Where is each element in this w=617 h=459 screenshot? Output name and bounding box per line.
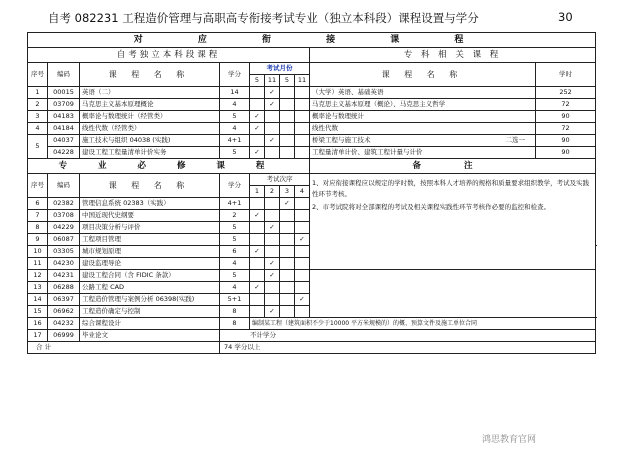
row-seq: 8 — [28, 222, 48, 234]
note-item: 2、市考试院将对全部课程的考试及相关课程实践性环节考核作必要的监控和检查。 — [312, 203, 551, 211]
row-hours: 90 — [536, 111, 596, 123]
choose-one-label: 二选一 — [505, 136, 525, 144]
header-main: 对 应 衔 接 课 程 — [28, 33, 596, 48]
col-rname-header: 课 程 名 称 — [310, 63, 536, 87]
col-name-header: 课 程 名 称 — [80, 63, 220, 87]
month-check — [295, 147, 310, 159]
order-check: ✓ — [265, 222, 280, 234]
row-credit: 4+1 — [220, 198, 250, 210]
month-label: 11 — [295, 75, 310, 87]
row-related-name: 概率论与数理统计 — [310, 111, 536, 123]
watermark: 鸿思教育官网 — [482, 435, 537, 445]
row-credit: 2 — [220, 210, 250, 222]
order-label: 4 — [295, 186, 310, 198]
order-check — [250, 198, 265, 210]
row-code: 06962 — [48, 306, 80, 318]
title-text: 自考 082231 工程造价管理与高职高专衔接考试专业（独立本科段）课程设置与学分 — [48, 11, 479, 25]
order-check: ✓ — [250, 210, 265, 222]
row-course-name: 马克思主义基本原理概论 — [80, 99, 220, 111]
order-check — [280, 234, 295, 246]
row-course-name: 工程造价确定与控制 — [80, 306, 220, 318]
order-check — [295, 258, 310, 270]
order-check — [250, 306, 265, 318]
order-check — [265, 198, 280, 210]
row-code: 04229 — [48, 222, 80, 234]
row-code: 02382 — [48, 198, 80, 210]
month-check — [280, 123, 295, 135]
row-code: 04037 — [48, 135, 80, 147]
row-credit: 5 — [220, 111, 250, 123]
row-code: 04183 — [48, 111, 80, 123]
row-credit: 5 — [220, 147, 250, 159]
row-course-name: 工程造价管理与案例分析 06398(实践) — [80, 294, 220, 306]
month-check — [295, 87, 310, 99]
month-check: ✓ — [250, 111, 265, 123]
col-seq-header: 序号 — [28, 63, 48, 87]
row-hours: 252 — [536, 87, 596, 99]
order-check — [295, 222, 310, 234]
row-credit: 4 — [220, 123, 250, 135]
row-credit: 4+1 — [220, 135, 250, 147]
order-label: 2 — [265, 186, 280, 198]
row-seq: 4 — [28, 123, 48, 135]
order-label: 1 — [250, 186, 265, 198]
order-check — [265, 246, 280, 258]
row-credit: 8 — [220, 306, 250, 318]
month-check — [250, 99, 265, 111]
month-check — [295, 123, 310, 135]
row-seq: 7 — [28, 210, 48, 222]
month-check: ✓ — [265, 87, 280, 99]
month-check: ✓ — [265, 135, 280, 147]
row-credit: 5 — [220, 222, 250, 234]
row-course-name: 综合课程设计 — [80, 318, 220, 330]
month-check: ✓ — [250, 147, 265, 159]
row-course-name: 建设工程工程量清单计价实务 — [80, 147, 220, 159]
total-label: 合 计 — [28, 342, 220, 354]
order-check — [295, 210, 310, 222]
row-course-name: 中国近现代史纲要 — [80, 210, 220, 222]
month-check — [295, 135, 310, 147]
order-label: 3 — [280, 186, 295, 198]
row-course-name: 城市规划原理 — [80, 246, 220, 258]
order-check: ✓ — [280, 198, 295, 210]
order-check: ✓ — [250, 246, 265, 258]
header-remark: 备 注 — [310, 159, 596, 174]
order-check — [295, 198, 310, 210]
order-check — [295, 282, 310, 294]
order-check — [295, 306, 310, 318]
order-check — [280, 294, 295, 306]
col-order-header: 考试次序 — [250, 174, 310, 186]
month-check — [250, 87, 265, 99]
month-label: 11 — [265, 75, 280, 87]
row-seq: 5 — [28, 135, 48, 159]
row16-remark: 编制某工程（建筑面积不少于10000 平方米规模的）的概、预算文件及施工单位合同 — [250, 318, 596, 330]
header-right: 专 科 相 关 课 程 — [310, 48, 596, 63]
col-month-header: 考试月份 — [250, 63, 310, 75]
row-seq: 3 — [28, 111, 48, 123]
row-seq: 17 — [28, 330, 48, 342]
row-course-name: 概率论与数理统计（经管类） — [80, 111, 220, 123]
order-check — [265, 210, 280, 222]
row-hours: 72 — [536, 99, 596, 111]
row-code: 06087 — [48, 234, 80, 246]
month-check — [295, 99, 310, 111]
order-check — [280, 306, 295, 318]
month-check — [280, 147, 295, 159]
row-seq: 11 — [28, 258, 48, 270]
order-check — [265, 294, 280, 306]
row-course-name: 项目决策分析与评价 — [80, 222, 220, 234]
row-hours: 90 — [536, 147, 596, 159]
order-check — [250, 270, 265, 282]
row-code: 04232 — [48, 318, 80, 330]
col-seq-header-2: 序号 — [28, 174, 48, 198]
col-credit-header-2: 学分 — [220, 174, 250, 198]
row-credit: 4 — [220, 282, 250, 294]
month-check — [295, 111, 310, 123]
notes-cell — [310, 174, 596, 270]
row-seq: 9 — [28, 234, 48, 246]
row-course-name: 工程项目管理 — [80, 234, 220, 246]
month-check — [265, 111, 280, 123]
row-credit: 5 — [220, 270, 250, 282]
month-label: 5 — [250, 75, 265, 87]
col-code-header: 编码 — [48, 63, 80, 87]
order-check — [265, 234, 280, 246]
order-check — [265, 282, 280, 294]
row-seq: 16 — [28, 318, 48, 330]
order-check — [280, 246, 295, 258]
order-check — [280, 258, 295, 270]
order-check — [280, 270, 295, 282]
row-related-name: 桥梁工程与施工技术 二选一 — [310, 135, 536, 147]
row-related-name: 马克思主义基本原理（概论）、马克思主义哲学 — [310, 99, 536, 111]
row-hours: 72 — [536, 123, 596, 135]
row-course-name: 施工技术与组织 04038 (实践) — [80, 135, 220, 147]
order-check: ✓ — [265, 258, 280, 270]
row-course-name: 建设监理导论 — [80, 258, 220, 270]
col-code-header-2: 编码 — [48, 174, 80, 198]
row-code: 04230 — [48, 258, 80, 270]
row-course-name: 英语（二） — [80, 87, 220, 99]
row-code: 03708 — [48, 210, 80, 222]
row-code: 06288 — [48, 282, 80, 294]
order-check: ✓ — [295, 234, 310, 246]
row-credit: 5+1 — [220, 294, 250, 306]
row-seq: 15 — [28, 306, 48, 318]
row-seq: 2 — [28, 99, 48, 111]
row-credit: 8 — [220, 318, 250, 330]
row-seq: 14 — [28, 294, 48, 306]
col-credit-header: 学分 — [220, 63, 250, 87]
row-code: 03709 — [48, 99, 80, 111]
order-check — [280, 282, 295, 294]
col-hours-header: 学时 — [536, 63, 596, 87]
row-credit: 14 — [220, 87, 250, 99]
course-table-wrapper — [27, 32, 595, 446]
order-check — [250, 294, 265, 306]
col-name-header-2: 课 程 名 称 — [80, 174, 220, 198]
order-check — [250, 234, 265, 246]
month-label: 5 — [280, 75, 295, 87]
order-check: ✓ — [250, 282, 265, 294]
page-title — [48, 10, 608, 26]
row-course-name: 公路工程 CAD — [80, 282, 220, 294]
row-seq: 12 — [28, 270, 48, 282]
row-seq: 10 — [28, 246, 48, 258]
month-check — [265, 123, 280, 135]
row-code: 04228 — [48, 147, 80, 159]
row-course-name: 线性代数（经管类） — [80, 123, 220, 135]
row-hours: 90 — [536, 135, 596, 147]
row-code: 03305 — [48, 246, 80, 258]
row-credit: 4 — [220, 99, 250, 111]
row-seq: 1 — [28, 87, 48, 99]
order-check — [250, 222, 265, 234]
row-seq: 13 — [28, 282, 48, 294]
row-code: 06397 — [48, 294, 80, 306]
row-related-name: 线性代数 — [310, 123, 536, 135]
order-check — [295, 270, 310, 282]
month-check — [280, 135, 295, 147]
order-check: ✓ — [265, 306, 280, 318]
row-related-name: （大学）英语、基础英语 — [310, 87, 536, 99]
row-code: 04184 — [48, 123, 80, 135]
month-check: ✓ — [265, 99, 280, 111]
row-seq: 6 — [28, 198, 48, 210]
row-code: 04231 — [48, 270, 80, 282]
row-course-name: 毕业论文 — [80, 330, 220, 342]
month-check — [280, 111, 295, 123]
row17-credit: 不计学分 — [220, 330, 596, 342]
month-check: ✓ — [250, 123, 265, 135]
page-number: 30 — [558, 10, 573, 24]
row-course-name: 管理信息系统 02383（实践） — [80, 198, 220, 210]
total-value: 74 学分以上 — [220, 342, 596, 354]
order-check — [280, 210, 295, 222]
row-credit: 4 — [220, 258, 250, 270]
row-code: 00015 — [48, 87, 80, 99]
month-check — [250, 135, 265, 147]
row-code: 06999 — [48, 330, 80, 342]
order-check — [280, 222, 295, 234]
row-credit: 6 — [220, 246, 250, 258]
header-major: 专 业 必 修 课 程 — [28, 159, 310, 174]
month-check — [265, 147, 280, 159]
course-table — [27, 32, 596, 354]
month-check — [280, 99, 295, 111]
order-check: ✓ — [295, 294, 310, 306]
note-item: 1、对应衔接课程应以规定的学时数，按照本科人才培养的规格和质量要求组织教学，考试及实践性环节考核。 — [312, 179, 590, 198]
month-check — [280, 87, 295, 99]
row-course-name: 建设工程合同（含 FIDIC 条款） — [80, 270, 220, 282]
order-check — [295, 246, 310, 258]
row-related-name: 工程量清单计价、建筑工程计量与计价 — [310, 147, 536, 159]
order-check — [250, 258, 265, 270]
order-check: ✓ — [265, 270, 280, 282]
row-credit: 5 — [220, 234, 250, 246]
header-left: 自考独立本科段课程 — [28, 48, 310, 63]
